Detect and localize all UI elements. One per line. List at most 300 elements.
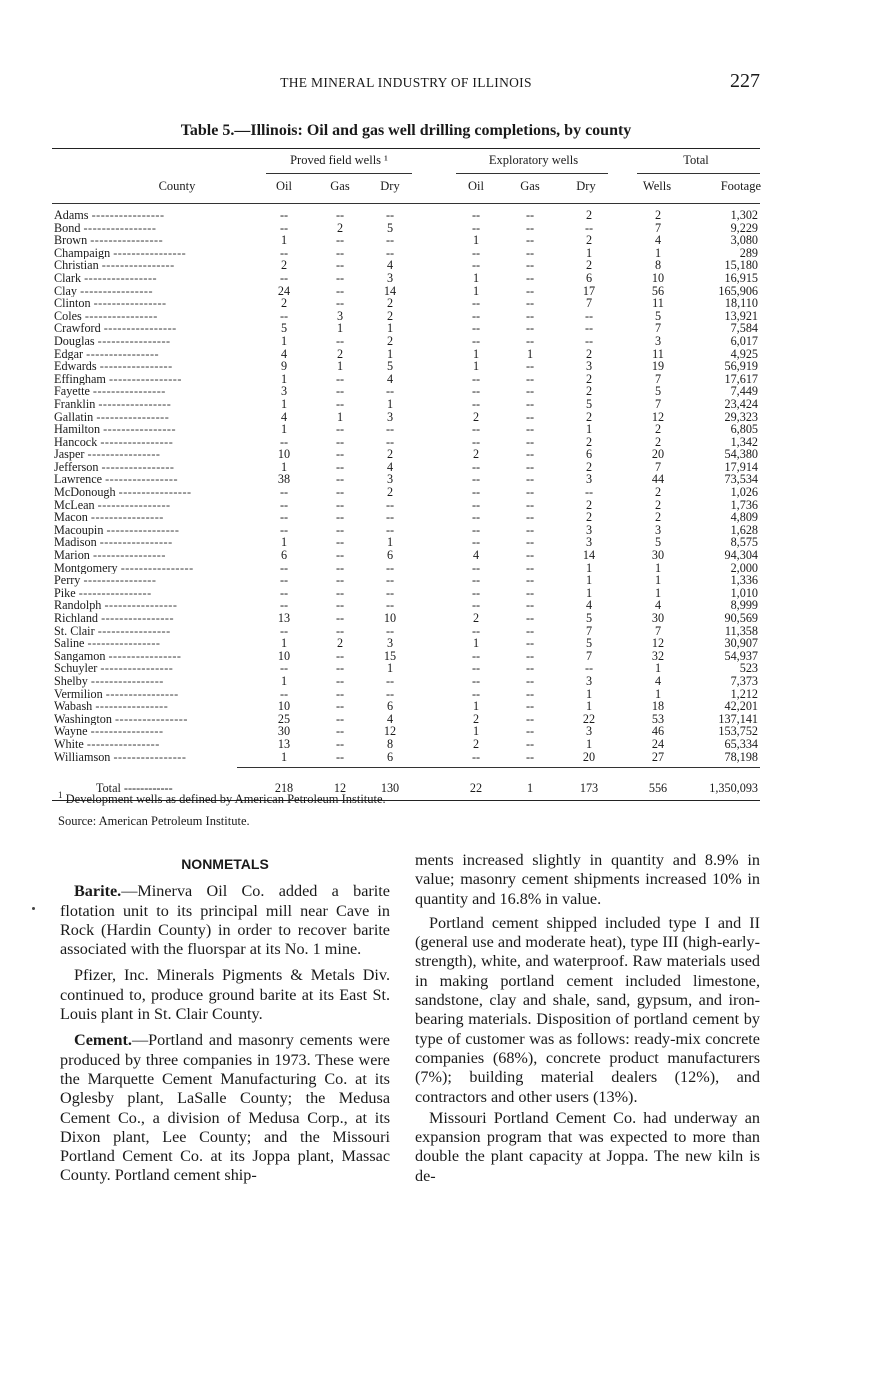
cell-exploratory-oil: 1 [472,636,480,651]
cell-exploratory-dry: -- [584,485,594,500]
table-row [52,423,760,436]
cell-footage: 94,304 [724,548,758,563]
cell-county: Madison ---------------- [54,536,173,550]
cell-exploratory-gas: -- [525,384,535,399]
cell-exploratory-oil: -- [471,396,481,411]
cell-wells: 1 [654,245,662,260]
cell-exploratory-dry: 1 [585,699,593,714]
col-header-total-wells: Wells [642,179,672,193]
cell-proved-gas: -- [335,585,345,600]
cell-wells: 4 [654,673,662,688]
cell-exploratory-oil: 4 [472,548,480,563]
table-row [52,322,760,335]
cell-exploratory-gas: -- [525,472,535,487]
cell-proved-oil: 2 [280,258,288,273]
cell-exploratory-gas: -- [525,245,535,260]
cell-proved-oil: 1 [280,459,288,474]
cell-footage: 2,000 [730,560,758,575]
cell-wells: 1 [654,560,662,575]
table-row [52,700,760,713]
table-row [52,272,760,285]
cell-exploratory-oil: -- [471,245,481,260]
cell-proved-oil: -- [279,560,289,575]
cell-proved-dry: 6 [386,699,394,714]
cell-exploratory-dry: 1 [585,736,593,751]
cell-footage: 54,937 [724,648,758,663]
cell-proved-oil: -- [279,308,289,323]
group-rule-exploratory [456,173,608,174]
cell-exploratory-oil: -- [471,661,481,676]
cell-footage: 523 [739,661,758,676]
cell-wells: 30 [651,611,665,625]
group-rule-proved [266,173,412,174]
cell-proved-gas: -- [335,233,345,248]
cell-exploratory-oil: -- [471,522,481,537]
cell-exploratory-dry: 2 [585,371,593,386]
cell-proved-gas: -- [335,598,345,613]
table-row [52,524,760,537]
cell-proved-dry: 14 [383,283,397,298]
cell-county: Clark ---------------- [54,271,158,285]
cell-wells: 2 [654,434,662,449]
cell-proved-dry: -- [385,510,395,525]
total-exploratory-oil: 22 [469,781,483,796]
cell-county: Jasper ---------------- [54,448,161,461]
cell-proved-dry: -- [385,422,395,437]
cell-proved-dry: -- [385,434,395,449]
table-row [52,247,760,260]
cell-county: Montgomery ---------------- [54,561,194,575]
cell-footage: 16,915 [724,270,758,285]
table-row [52,373,760,386]
cell-proved-oil: 38 [277,472,291,487]
cell-county: Franklin ---------------- [54,397,172,411]
cell-proved-oil: 3 [280,384,288,399]
cell-proved-oil: 5 [280,321,288,336]
cell-exploratory-dry: 5 [585,636,593,651]
cell-exploratory-gas: -- [525,699,535,714]
cell-footage: 13,921 [724,308,758,323]
cell-proved-gas: 2 [336,346,344,361]
cell-county: Hancock ---------------- [54,435,174,449]
table-row [52,360,760,373]
cell-exploratory-dry: 20 [582,749,596,764]
cell-exploratory-oil: -- [471,485,481,500]
cell-footage: 11,358 [724,623,758,638]
cell-proved-dry: 4 [386,459,394,474]
col-header-proved-oil: Oil [276,179,292,193]
cell-proved-dry: -- [385,585,395,600]
cell-exploratory-dry: 1 [585,422,593,437]
cell-exploratory-gas: -- [525,623,535,638]
cell-county: Macoupin ---------------- [54,523,180,537]
table-row [52,499,760,512]
cell-proved-dry: 3 [386,472,394,487]
cell-exploratory-oil: -- [471,535,481,550]
cell-county: Hamilton ---------------- [54,423,177,436]
cell-proved-dry: -- [385,686,395,701]
cell-exploratory-oil: -- [471,510,481,525]
cell-exploratory-dry: 7 [585,296,593,311]
cell-wells: 7 [654,396,662,411]
cell-exploratory-oil: -- [471,585,481,600]
cell-exploratory-oil: -- [471,623,481,638]
cell-exploratory-dry: 3 [585,472,593,487]
cell-proved-oil: 1 [280,233,288,248]
col-header-footage: Footage [720,179,761,193]
cell-exploratory-dry: 1 [585,245,593,260]
cell-proved-oil: 25 [277,711,291,726]
paragraph-missouri-expansion: Missouri Portland Cement Co. had underway an expansion program that was expected to more than double the plant capacity at Joppa. The new kiln is de- [415,1108,760,1185]
cell-county: Wayne ---------------- [54,725,164,738]
cell-proved-gas: -- [335,535,345,550]
cell-exploratory-oil: 2 [472,611,480,625]
table-row [52,662,760,675]
cell-proved-oil: 4 [280,409,288,424]
cell-proved-dry: -- [385,497,395,512]
group-header-total: Total [683,153,709,167]
cell-wells: 30 [651,548,665,563]
cell-exploratory-dry: 3 [585,535,593,550]
cell-exploratory-gas: -- [525,510,535,525]
cell-wells: 11 [652,296,664,311]
cell-county: Shelby ---------------- [54,674,164,688]
cell-exploratory-dry: 1 [585,585,593,600]
cell-proved-dry: 5 [386,220,394,235]
cell-exploratory-gas: -- [525,485,535,500]
cell-exploratory-dry: 2 [585,497,593,512]
cell-county: Fayette ---------------- [54,385,166,398]
cell-footage: 23,424 [724,396,758,411]
cell-exploratory-gas: -- [525,724,535,739]
cell-proved-oil: 1 [280,636,288,651]
cell-proved-gas: -- [335,472,345,487]
table-row [52,310,760,323]
cell-proved-oil: 1 [280,673,288,688]
cell-proved-gas: -- [335,485,345,500]
body-column-right [415,851,760,1193]
section-heading: NONMETALS [181,856,269,872]
cell-exploratory-dry: 7 [585,648,593,663]
col-header-exploratory-gas: Gas [520,179,540,193]
table-row [52,234,760,247]
page-number: 227 [730,70,760,92]
cell-wells: 2 [654,510,662,525]
cell-proved-gas: -- [335,522,345,537]
cell-proved-gas: -- [335,283,345,298]
cell-footage: 153,752 [718,724,758,739]
cell-exploratory-oil: -- [471,749,481,764]
cell-wells: 7 [654,623,662,638]
cell-exploratory-gas: -- [525,321,535,336]
table-row [52,675,760,688]
cell-county: Adams ---------------- [54,209,165,222]
cell-county: White ---------------- [54,737,160,751]
cell-footage: 1,302 [730,208,758,222]
cell-footage: 6,017 [730,333,758,348]
cell-proved-oil: 30 [277,724,291,739]
cell-proved-dry: 2 [386,447,394,462]
cell-proved-oil: -- [279,522,289,537]
cell-proved-oil: 1 [280,396,288,411]
drilling-completions-table [52,148,760,801]
cell-exploratory-oil: -- [471,686,481,701]
cell-wells: 56 [651,283,665,298]
cell-exploratory-gas: -- [525,522,535,537]
cell-wells: 32 [651,648,665,663]
cell-proved-gas: -- [335,548,345,563]
cell-proved-dry: 1 [386,321,394,336]
cell-exploratory-oil: -- [471,422,481,437]
cell-proved-dry: -- [385,233,395,248]
cell-exploratory-oil: -- [471,296,481,311]
cell-exploratory-oil: -- [471,371,481,386]
cell-proved-dry: -- [385,522,395,537]
cell-wells: 4 [654,233,662,248]
cell-exploratory-dry: 4 [585,598,593,613]
cell-exploratory-gas: -- [525,749,535,764]
cell-exploratory-oil: -- [471,573,481,588]
cell-exploratory-dry: 1 [585,686,593,701]
cell-exploratory-gas: -- [525,396,535,411]
cell-county: Clay ---------------- [54,284,154,298]
cell-county: Crawford ---------------- [54,322,177,335]
cell-exploratory-dry: 2 [585,434,593,449]
cell-exploratory-oil: -- [471,673,481,688]
cell-proved-oil: 6 [280,548,288,563]
cell-county: Macon ---------------- [54,511,164,524]
paragraph-pfizer: Pfizer, Inc. Minerals Pigments & Metals Div. continued to, produce ground barite at its East St. Louis plant in St. Clair County. [60,966,390,1024]
cell-wells: 2 [654,422,662,437]
cell-proved-gas: -- [335,447,345,462]
cell-exploratory-oil: 2 [472,711,480,726]
cell-wells: 1 [654,661,662,676]
cell-proved-oil: -- [279,573,289,588]
group-header-exploratory: Exploratory wells [488,153,579,167]
cell-footage: 18,110 [724,296,758,311]
cell-wells: 3 [654,522,662,537]
cell-county: Clinton ---------------- [54,297,167,310]
cell-proved-oil: -- [279,434,289,449]
paragraph-barite: Barite.—Minerva Oil Co. added a barite flotation unit to its principal mill near Cave in Rock (Hardin County) in order to recover barite associated with the fluorspar at its No. 1 mine. [60,882,390,959]
cell-exploratory-oil: -- [471,308,481,323]
paragraph-shipments: ments increased slightly in quantity and 8.9% in value; masonry cement shipments increased 10% in quantity and 16.8% in value. [415,851,760,908]
group-rule-total [637,173,760,174]
cell-proved-oil: 13 [277,611,291,625]
cell-footage: 15,180 [724,258,758,273]
cell-exploratory-gas: -- [525,422,535,437]
cell-proved-dry: 15 [383,648,397,663]
cell-county: Schuyler ---------------- [54,662,174,675]
cell-footage: 4,809 [730,510,758,525]
cell-proved-gas: -- [335,686,345,701]
cell-exploratory-gas: -- [525,220,535,235]
cell-exploratory-gas: -- [525,611,535,625]
cell-exploratory-dry: -- [584,321,594,336]
cell-wells: 1 [654,585,662,600]
table-header [52,149,760,203]
cell-proved-dry: 3 [386,636,394,651]
cell-county: Champaign ---------------- [54,246,187,260]
paragraph-portland-types: Portland cement shipped included type I and II (general use and moderate heat), type III (high-early-strength), white, and waterproof. Raw materials used in making portland cement included limestone, sandstone, clay and shale, sand, gypsum, and iron-bearing materials. Disposition of portland cement by type of customer was as follows: ready-mix concrete companies (68%), concrete product manufacturers (7%); building material dealers (12%), and contractors and other users (13%). [415,913,760,1106]
cell-exploratory-dry: 2 [585,208,593,222]
cell-proved-oil: 1 [280,371,288,386]
cell-exploratory-gas: -- [525,686,535,701]
cell-proved-gas: 1 [336,409,344,424]
cell-exploratory-oil: 2 [472,447,480,462]
cell-proved-dry: 1 [386,535,394,550]
cell-proved-dry: 2 [386,333,394,348]
cell-proved-oil: 10 [277,699,291,714]
cell-wells: 46 [651,724,665,739]
cell-county: Vermilion ---------------- [54,687,179,701]
cell-proved-gas: -- [335,497,345,512]
cell-proved-oil: 2 [280,296,288,311]
cell-exploratory-gas: -- [525,598,535,613]
cell-proved-dry: -- [385,245,395,260]
table-row [52,411,760,424]
cell-proved-gas: -- [335,699,345,714]
cell-county: Perry ---------------- [54,574,157,587]
cell-proved-gas: -- [335,296,345,311]
cell-footage: 29,323 [724,409,758,424]
cell-exploratory-gas: -- [525,270,535,285]
col-header-exploratory-dry: Dry [576,179,596,193]
cell-proved-dry: -- [385,573,395,588]
table-row [52,209,760,222]
cell-proved-dry: -- [385,673,395,688]
cell-footage: 165,906 [718,283,758,298]
cell-footage: 1,212 [730,686,758,701]
cell-proved-oil: -- [279,686,289,701]
cell-county: Saline ---------------- [54,637,161,650]
cell-exploratory-gas: -- [525,359,535,374]
cell-proved-oil: -- [279,208,289,222]
cell-exploratory-dry: 6 [585,270,593,285]
cell-proved-gas: -- [335,396,345,411]
cell-proved-oil: 13 [277,736,291,751]
cell-exploratory-gas: -- [525,308,535,323]
cell-exploratory-oil: -- [471,598,481,613]
cell-footage: 9,229 [730,220,758,235]
cell-proved-oil: 1 [280,535,288,550]
table-row [52,473,760,486]
cell-proved-oil: 1 [280,333,288,348]
total-footage: 1,350,093 [709,781,758,796]
cell-proved-gas: -- [335,673,345,688]
cell-proved-dry: 4 [386,371,394,386]
cell-exploratory-oil: -- [471,321,481,336]
running-head-title: THE MINERAL INDUSTRY OF ILLINOIS [280,75,532,90]
cell-proved-gas: -- [335,736,345,751]
cell-proved-oil: -- [279,623,289,638]
cell-wells: 12 [651,636,665,651]
cell-county: Gallatin ---------------- [54,410,170,424]
cell-proved-gas: -- [335,611,345,625]
cell-exploratory-dry: -- [584,333,594,348]
table-body [52,204,760,763]
cell-proved-dry: 1 [386,346,394,361]
cell-exploratory-oil: -- [471,208,481,222]
cell-footage: 54,380 [724,447,758,462]
cell-exploratory-oil: -- [471,648,481,663]
cell-exploratory-oil: -- [471,472,481,487]
cell-county: Washington ---------------- [54,712,188,726]
cell-proved-dry: 4 [386,258,394,273]
cell-proved-gas: -- [335,422,345,437]
cell-wells: 12 [651,409,665,424]
cell-proved-oil: 1 [280,749,288,764]
cell-wells: 7 [654,220,662,235]
cell-footage: 7,373 [730,673,758,688]
cell-wells: 5 [654,308,662,323]
cell-footage: 3,080 [730,233,758,248]
cell-exploratory-dry: 3 [585,359,593,374]
cell-exploratory-gas: -- [525,736,535,751]
cell-footage: 289 [739,245,758,260]
cell-wells: 5 [654,535,662,550]
cell-proved-gas: -- [335,749,345,764]
cell-proved-gas: -- [335,208,345,222]
cell-exploratory-gas: -- [525,283,535,298]
cell-exploratory-dry: 6 [585,447,593,462]
cell-proved-gas: -- [335,623,345,638]
cell-footage: 1,336 [730,573,758,588]
cell-footage: 8,999 [730,598,758,613]
table-row [52,511,760,524]
cell-exploratory-gas: -- [525,560,535,575]
cell-wells: 44 [651,472,665,487]
cell-exploratory-oil: -- [471,220,481,235]
cell-footage: 7,584 [730,321,758,336]
cell-proved-gas: -- [335,270,345,285]
table-row [52,448,760,461]
cell-footage: 30,907 [724,636,758,651]
total-proved-gas: 12 [333,781,347,796]
table-title: Table 5.—Illinois: Oil and gas well drilling completions, by county [180,122,632,139]
cell-exploratory-gas: -- [525,535,535,550]
table-row [52,612,760,625]
cell-wells: 53 [651,711,665,726]
col-header-proved-dry: Dry [380,179,400,193]
cell-proved-dry: 8 [386,736,394,751]
cell-exploratory-gas: -- [525,636,535,651]
cell-exploratory-gas: -- [525,711,535,726]
cell-wells: 2 [654,497,662,512]
cell-exploratory-gas: -- [525,371,535,386]
cell-exploratory-dry: 2 [585,346,593,361]
table-row [52,486,760,499]
cell-wells: 7 [654,321,662,336]
total-wells: 556 [648,781,668,796]
cell-county: Williamson ---------------- [54,750,187,764]
cell-proved-gas: 1 [336,321,344,336]
cell-proved-gas: -- [335,724,345,739]
cell-proved-dry: 1 [386,396,394,411]
cell-proved-oil: 1 [280,422,288,437]
cell-exploratory-dry: 14 [582,548,596,563]
cell-wells: 20 [651,447,665,462]
group-header-proved: Proved field wells ¹ [290,153,388,167]
cell-proved-gas: -- [335,661,345,676]
cell-exploratory-oil: -- [471,258,481,273]
cell-proved-dry: 3 [386,270,394,285]
cell-proved-dry: -- [385,208,395,222]
running-head [52,70,760,95]
cell-exploratory-gas: -- [525,548,535,563]
cell-exploratory-oil: -- [471,459,481,474]
table-row [52,222,760,235]
